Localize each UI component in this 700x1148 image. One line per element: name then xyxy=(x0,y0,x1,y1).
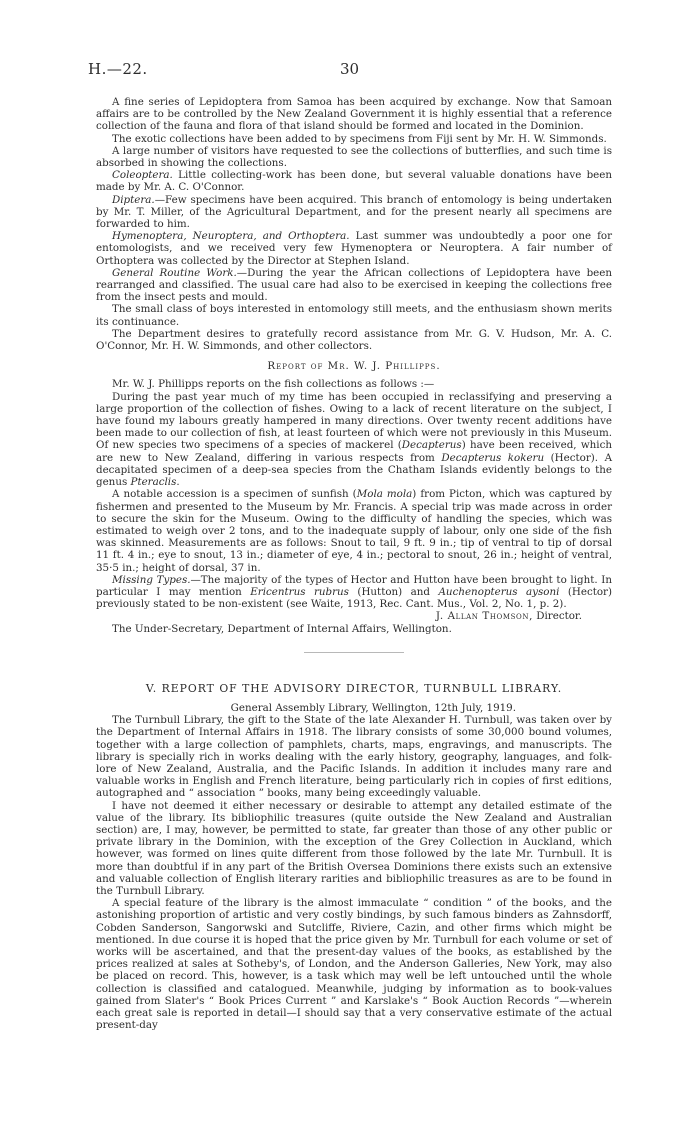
page-header xyxy=(88,60,608,82)
genus-pteraclis: Pteraclis xyxy=(130,476,177,489)
diptera-text: —Few specimens have been acquired. This branch of entomology is being undertaken by Mr. T. Miller, of the Agricultural Department, and for the present nearly all specimens are forwarded to him. xyxy=(96,193,612,231)
paragraph-samoa: A fine series of Lepidoptera from Samoa has been acquired by exchange. Now that Samoan affairs are to be controlled by the New Zealand Government it is highly essential that a reference collection of the fauna and flora of that island should be formed and located in the Dominion. xyxy=(96,96,612,133)
paragraph-turnbull-bindings: A special feature of the library is the almost immaculate “ condition ” of the books, and the astonishing proportion of artistic and very costly bindings, by such famous binders as Zahnsdorff, Cobden Sanderson, Sangorwski and Sutcliffe, Riviere, Cazin, and other firms which might be mentioned. In due course it is hoped that the price given by Mr. Turnbull for each volume or set of works will be ascertained, and that the present-day values of the books, as established by the prices realized at sales at Sotheby's, of London, and the Anderson Galleries, New York, may also be placed on record. This, however, is a task which may well be left untouched until the whole collection is classified and catalogued. Meanwhile, judging by information as to book-values gained from Slater's “ Book Prices Current ” and Karslake's “ Book Auction Records ”—wherein each great sale is reported in detail—I should say that a very conservative estimate of the actual present-day xyxy=(96,897,612,1032)
paragraph-routine-work xyxy=(96,267,612,304)
genus-decapterus: Decapterus xyxy=(401,439,462,452)
paragraph-sunfish: A notable accession is a specimen of sunfish (Mola mola) from Picton, which was captured by fishermen and presented to the Museum by Mr. Francis. A special trip was made across in order to secure the skin for the Museum. Owing to the difficulty of handling the species, which was estimated to weigh over 2 tons, and to the inadequate supply of labour, only one side of the fish was skinned. Measurements are as follows: Snout to tail, 9 ft. 9 in.; tip of ventral to tip of dorsal 11 ft. 4 in.; eye to snout, 13 in.; diameter of eye, 4 in.; pectoral to snout, 26 in.; height of ventral, 35·5 in.; height of dorsal, 37 in. xyxy=(96,488,612,574)
species-mola-mola: Mola mola xyxy=(356,488,413,501)
signature-name: J. Allan Thomson, xyxy=(435,610,533,623)
paragraph-turnbull-value: I have not deemed it either necessary or desirable to attempt any detailed estimate of the value of the library. Its bibliophilic treasures (quite outside the New Zealand and Australian section) are, I may, however, be permitted to state, far greater than those of any other public or private library in the Dominion, with the exception of the Grey Collection in Auckland, which however, was formed on lines quite different from those followed by the late Mr. Turnbull. It is more than doubtful if in any part of the British Oversea Dominions there exists such an extensive and valuable collection of English literary rarities and bibliophilic treasures as are to be found in the Turnbull Library. xyxy=(96,799,612,897)
page-number: 30 xyxy=(340,60,360,78)
coleoptera-label: Coleoptera. xyxy=(112,169,173,182)
paragraph-reclassifying: During the past year much of my time has been occupied in reclassifying and preserving a large proportion of the collection of fishes. Owing to a lack of recent literature on the subject, I have found my labours greatly hampered in many directions. Over twenty recent additions have been made to our collection of fish, at least fourteen of which were not previously in this Museum. Of new species two specimens of a species of mackerel (Decapterus) have been received, which are new to New Zealand, differing in various respects from Decapterus kokeru (Hector). A decapitated specimen of a deep-sea species from the Chatham Islands evidently belongs to the genus Pteraclis. xyxy=(96,390,613,489)
signature-title: Director. xyxy=(532,610,582,623)
species-ericentrus-rubrus: Ericentrus rubrus xyxy=(250,585,349,598)
paragraph-boys-class: The small class of boys interested in entomology still meets, and the enthusiasm shown merits its continuance. xyxy=(96,303,612,328)
hymenoptera-label: Hymenoptera, Neuroptera, and Orthoptera. xyxy=(112,230,350,243)
signature-line xyxy=(96,610,612,622)
phillipps-report-heading: Report of Mr. W. J. Phillipps. xyxy=(267,360,441,373)
paragraph-hymenoptera xyxy=(96,230,612,267)
document-reference: H.—22. xyxy=(88,60,148,78)
paragraph-exotic-collections: The exotic collections have been added to by specimens from Fiji sent by Mr. H. W. Simmonds. xyxy=(112,132,607,145)
paragraph-missing-types: Missing Types.—The majority of the types of Hector and Hutton have been brought to light. In particular I may mention Ericentrus rubrus (Hutton) and Auchenopterus aysoni (Hector) previously stated to be non-existent (see Waite, 1913, Rec. Cant. Mus., Vol. 2, No. 1, p. 2). xyxy=(96,573,612,611)
coleoptera-text: Little collecting-work has been done, but several valuable donations have been made by Mr. A. C. O'Connor. xyxy=(96,169,612,194)
diptera-label: Diptera. xyxy=(112,193,155,206)
paragraph-phillipps-intro: Mr. W. J. Phillipps reports on the fish collections as follows :— xyxy=(112,378,435,391)
page-body xyxy=(96,96,612,1031)
species-auchenopterus-aysoni: Auchenopterus aysoni xyxy=(438,585,560,598)
addressee: The Under-Secretary, Department of Internal Affairs, Wellington. xyxy=(112,622,452,635)
turnbull-dateline: General Assembly Library, Wellington, 12th July, 1919. xyxy=(230,701,516,714)
species-decapterus-kokeru: Decapterus kokeru xyxy=(441,451,545,464)
routine-work-label: General Routine Work. xyxy=(112,266,237,279)
routine-work-text: —During the year the African collections of Lepidoptera have been rearranged and classified. The usual care had also to be exercised in keeping the collections free from the insect pests and mould. xyxy=(96,266,612,304)
missing-types-label: Missing Types. xyxy=(112,573,191,586)
paragraph-diptera xyxy=(96,194,612,231)
section-divider xyxy=(304,652,404,653)
paragraph-acknowledgements: The Department desires to gratefully record assistance from Mr. G. V. Hudson, Mr. A. C. O'Connor, Mr. H. W. Simmonds, and other collectors. xyxy=(96,327,612,353)
paragraph-coleoptera xyxy=(96,169,612,193)
paragraph-turnbull-gift: The Turnbull Library, the gift to the State of the late Alexander H. Turnbull, was taken over by the Department of Internal Affairs in 1918. The library consists of some 30,000 bound volumes, together with a large collection of pamphlets, charts, maps, engravings, and manuscripts. The library is specially rich in works dealing with the early history, geography, languages, and folk-lore of New Zealand, Australia, and the Pacific Islands. In addition it includes many rare and valuable works in English and French literature, being particularly rich in copies of first editions, autographed and “ association ” books, many being exceedingly valuable. xyxy=(96,714,612,800)
hymenoptera-text: Last summer was undoubtedly a poor one for entomologists, and we received very few Hymenoptera or Neuroptera. A fair number of Orthoptera was collected by the Director at Stephen Island. xyxy=(96,230,613,267)
paragraph-visitors: A large number of visitors have requested to see the collections of butterflies, and such time is absorbed in showing the collections. xyxy=(96,144,612,170)
turnbull-section-title: V. REPORT OF THE ADVISORY DIRECTOR, TURNBULL LIBRARY. xyxy=(145,681,563,695)
